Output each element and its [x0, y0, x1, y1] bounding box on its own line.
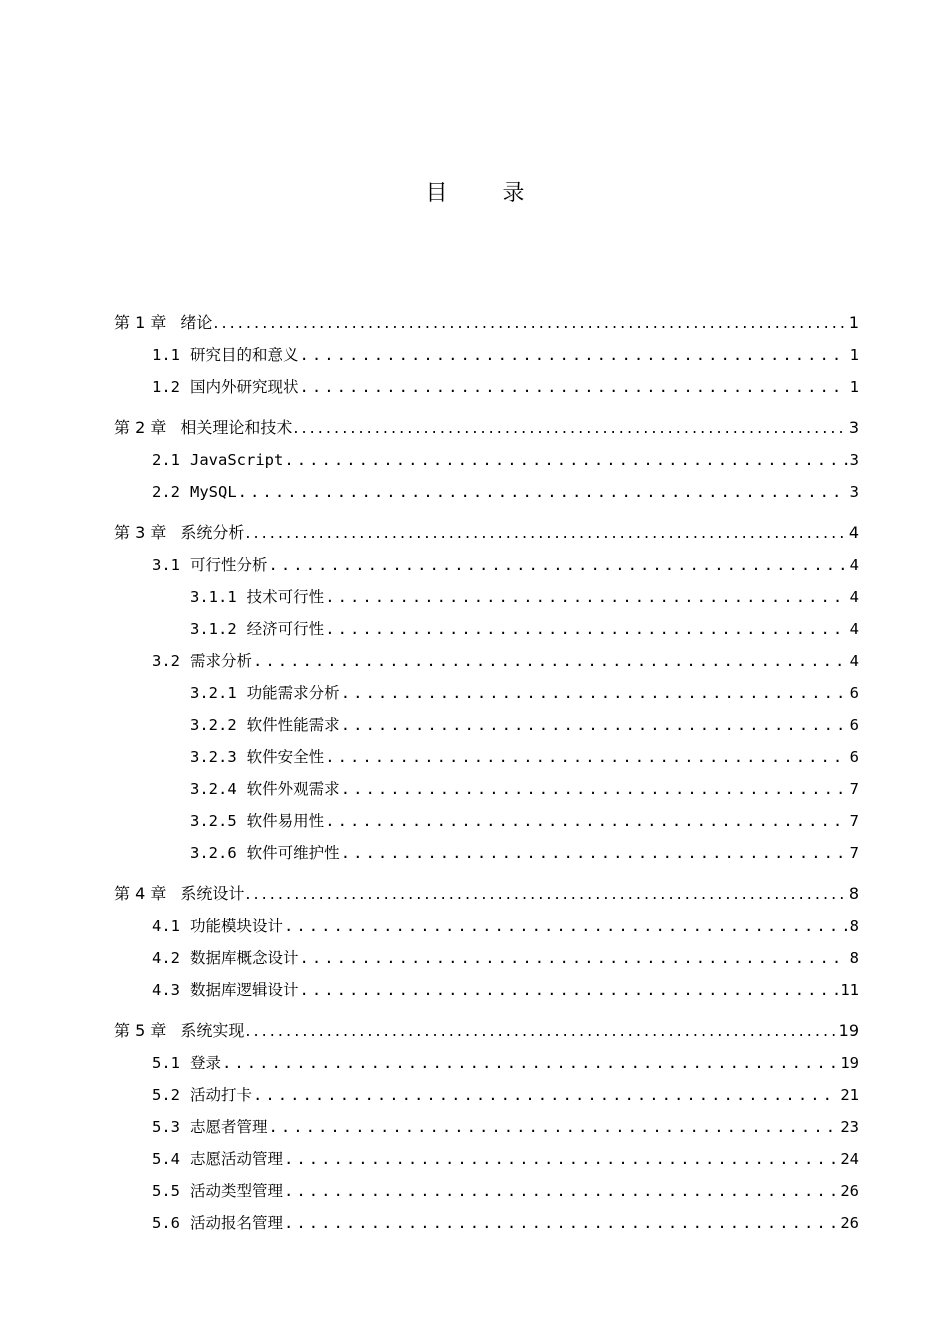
toc-entry-number: 5.6	[152, 1214, 180, 1232]
toc-entry-number: 4.2	[152, 949, 180, 967]
toc-entry-label	[190, 681, 340, 705]
toc-dot-leader	[284, 1179, 838, 1203]
toc-page-number: 4	[849, 556, 859, 574]
toc-entry-number: 第 4 章	[114, 884, 167, 903]
toc-section-entry[interactable]	[152, 553, 859, 577]
toc-dot-leader	[222, 1051, 838, 1075]
toc-page-number: 4	[848, 523, 859, 542]
toc-entry-title: 经济可行性	[246, 620, 325, 638]
toc-entry-title: 登录	[190, 1054, 222, 1072]
toc-entry-number: 1.2	[152, 378, 180, 396]
toc-dot-leader	[245, 521, 846, 545]
toc-page-number: 3	[848, 418, 859, 437]
toc-page-number: 3	[849, 483, 859, 501]
toc-dot-leader	[325, 617, 847, 641]
toc-page-number: 11	[840, 981, 859, 999]
toc-section-entry[interactable]	[152, 914, 859, 938]
toc-section-entry[interactable]	[152, 978, 859, 1002]
toc-entry-title: 软件安全性	[246, 748, 325, 766]
toc-section-entry[interactable]	[152, 1115, 859, 1139]
toc-entry-title: JavaScript	[190, 451, 284, 469]
toc-section-entry[interactable]	[152, 343, 859, 367]
toc-chapter-entry[interactable]	[114, 521, 859, 545]
toc-entry-label	[114, 416, 292, 440]
toc-entry-label	[190, 585, 324, 609]
toc-entry-label	[152, 649, 252, 673]
toc-page-number: 1	[849, 378, 859, 396]
toc-entry-number: 2.2	[152, 483, 180, 501]
toc-entry-number: 4.3	[152, 981, 180, 999]
toc-entry-label	[152, 914, 283, 938]
toc-entry-number: 第 3 章	[114, 523, 167, 542]
toc-entry-label	[152, 1147, 283, 1171]
toc-entry-label	[190, 745, 324, 769]
toc-dot-leader	[284, 1147, 838, 1171]
toc-page-number: 3	[849, 451, 859, 469]
toc-entry-label	[152, 1211, 283, 1235]
toc-entry-label	[152, 480, 237, 504]
toc-chapter-entry[interactable]	[114, 311, 859, 335]
toc-page-number: 8	[849, 917, 859, 935]
toc-page-number: 7	[849, 844, 859, 862]
toc-page-number: 19	[838, 1021, 859, 1040]
toc-entry-number: 3.2.5	[190, 812, 237, 830]
toc-entry-number: 4.1	[152, 917, 180, 935]
toc-page-number: 4	[849, 620, 859, 638]
toc-dot-leader	[325, 585, 847, 609]
toc-page-number: 6	[849, 748, 859, 766]
toc-dot-leader	[293, 416, 846, 440]
toc-entry-title: 功能需求分析	[246, 684, 340, 702]
toc-section-entry[interactable]	[152, 480, 859, 504]
toc-page-number: 8	[849, 949, 859, 967]
toc-entry-number: 5.1	[152, 1054, 180, 1072]
toc-page-number: 26	[840, 1182, 859, 1200]
toc-entry-label	[114, 521, 244, 545]
toc-entry-title: 数据库概念设计	[190, 949, 299, 967]
toc-entry-title: 功能模块设计	[190, 917, 284, 935]
toc-section-entry[interactable]	[152, 1147, 859, 1171]
toc-section-entry[interactable]	[152, 1083, 859, 1107]
toc-dot-leader	[300, 343, 848, 367]
toc-page-number: 1	[848, 313, 859, 332]
toc-dot-leader	[269, 1115, 839, 1139]
toc-entry-label	[114, 311, 212, 335]
toc-entry-number: 3.2.3	[190, 748, 237, 766]
toc-dot-leader	[300, 946, 848, 970]
toc-entry-label	[152, 1115, 268, 1139]
page-title: 目 录	[425, 181, 549, 206]
toc-entry-label	[152, 946, 299, 970]
toc-entry-title: 系统设计	[180, 884, 245, 903]
toc-section-entry[interactable]	[190, 777, 859, 801]
toc-entry-label	[152, 553, 268, 577]
toc-entry-label	[152, 343, 299, 367]
toc-entry-number: 3.1.2	[190, 620, 237, 638]
toc-section-entry[interactable]	[190, 681, 859, 705]
toc-entry-label	[152, 375, 299, 399]
toc-dot-leader	[325, 809, 847, 833]
toc-dot-leader	[341, 777, 848, 801]
toc-section-entry[interactable]	[190, 745, 859, 769]
toc-section-entry[interactable]	[190, 585, 859, 609]
toc-entry-label	[152, 448, 283, 472]
toc-entry-title: 国内外研究现状	[190, 378, 299, 396]
toc-entry-number: 5.5	[152, 1182, 180, 1200]
toc-dot-leader	[253, 1083, 838, 1107]
toc-dot-leader	[284, 914, 848, 938]
toc-entry-number: 1.1	[152, 346, 180, 364]
toc-entry-number: 5.3	[152, 1118, 180, 1136]
toc-dot-leader	[341, 713, 848, 737]
toc-entry-title: 志愿者管理	[190, 1118, 268, 1136]
toc-entry-number: 3.1.1	[190, 588, 237, 606]
toc-dot-leader	[341, 681, 848, 705]
toc-entry-label	[152, 1051, 221, 1075]
toc-chapter-entry[interactable]	[114, 416, 859, 440]
toc-entry-title: 数据库逻辑设计	[190, 981, 299, 999]
toc-page-number: 1	[849, 346, 859, 364]
toc-entry-title: 系统实现	[180, 1021, 245, 1040]
toc-entry-title: 软件可维护性	[246, 844, 340, 862]
toc-entry-title: 软件外观需求	[246, 780, 340, 798]
toc-dot-leader	[300, 375, 848, 399]
toc-entry-label	[114, 882, 244, 906]
toc-entry-title: 技术可行性	[246, 588, 325, 606]
toc-section-entry[interactable]	[152, 1211, 859, 1235]
toc-entry-label	[190, 841, 340, 865]
toc-entry-number: 5.2	[152, 1086, 180, 1104]
toc-entry-label	[152, 978, 299, 1002]
toc-entry-title: 相关理论和技术	[180, 418, 293, 437]
toc-page-number: 21	[840, 1086, 859, 1104]
toc-section-entry[interactable]	[152, 375, 859, 399]
toc-dot-leader	[341, 841, 848, 865]
toc-entry-title: 可行性分析	[190, 556, 268, 574]
toc-page-number: 19	[840, 1054, 859, 1072]
toc-dot-leader	[238, 480, 848, 504]
toc-entry-title: 活动报名管理	[190, 1214, 284, 1232]
toc-section-entry[interactable]	[152, 1179, 859, 1203]
toc-page-number: 7	[849, 812, 859, 830]
toc-section-entry[interactable]	[190, 617, 859, 641]
toc-entry-label	[152, 1179, 283, 1203]
toc-entry-title: 志愿活动管理	[190, 1150, 284, 1168]
toc-entry-title: 研究目的和意义	[190, 346, 299, 364]
toc-entry-number: 第 5 章	[114, 1021, 167, 1040]
toc-page-number: 4	[849, 652, 859, 670]
toc-dot-leader	[213, 311, 846, 335]
toc-entry-title: 系统分析	[180, 523, 245, 542]
toc-entry-number: 第 1 章	[114, 313, 167, 332]
toc-section-entry[interactable]	[190, 713, 859, 737]
toc-entry-number: 3.2.4	[190, 780, 237, 798]
toc-entry-label	[190, 713, 340, 737]
toc-page-number: 7	[849, 780, 859, 798]
toc-entry-number: 2.1	[152, 451, 180, 469]
toc-entry-label	[190, 617, 324, 641]
toc-dot-leader	[300, 978, 839, 1002]
toc-entry-label	[190, 809, 324, 833]
toc-entry-title: 绪论	[180, 313, 213, 332]
toc-entry-title: 活动打卡	[190, 1086, 253, 1104]
toc-page-number: 6	[849, 684, 859, 702]
toc-dot-leader	[245, 882, 846, 906]
toc-page-number: 4	[849, 588, 859, 606]
toc-entry-number: 3.2.1	[190, 684, 237, 702]
toc-entry-number: 第 2 章	[114, 418, 167, 437]
toc-section-entry[interactable]	[152, 649, 859, 673]
toc-entry-title: 软件性能需求	[246, 716, 340, 734]
toc-dot-leader	[284, 1211, 838, 1235]
toc-section-entry[interactable]	[190, 841, 859, 865]
toc-entry-label	[190, 777, 340, 801]
toc-page-number: 23	[840, 1118, 859, 1136]
toc-chapter-entry[interactable]	[114, 1019, 859, 1043]
toc-dot-leader	[245, 1019, 836, 1043]
toc-entry-title: 软件易用性	[246, 812, 325, 830]
toc-entry-number: 5.4	[152, 1150, 180, 1168]
toc-section-entry[interactable]	[152, 448, 859, 472]
toc-entry-number: 3.2	[152, 652, 180, 670]
toc-entry-label	[152, 1083, 252, 1107]
toc-page-number: 6	[849, 716, 859, 734]
toc-entry-number: 3.2.6	[190, 844, 237, 862]
toc-dot-leader	[325, 745, 847, 769]
toc-dot-leader	[284, 448, 847, 472]
toc-entry-title: MySQL	[190, 483, 237, 501]
toc-chapter-entry[interactable]	[114, 882, 859, 906]
toc-section-entry[interactable]	[190, 809, 859, 833]
toc-entry-number: 3.1	[152, 556, 180, 574]
toc-page-number: 24	[840, 1150, 859, 1168]
toc-dot-leader	[269, 553, 848, 577]
toc-entry-title: 活动类型管理	[190, 1182, 284, 1200]
toc-page-number: 26	[840, 1214, 859, 1232]
toc-page-number: 8	[848, 884, 859, 903]
toc-entry-label	[114, 1019, 244, 1043]
toc-dot-leader	[253, 649, 848, 673]
toc-section-entry[interactable]	[152, 1051, 859, 1075]
toc-section-entry[interactable]	[152, 946, 859, 970]
toc-entry-number: 3.2.2	[190, 716, 237, 734]
toc-entry-title: 需求分析	[190, 652, 253, 670]
